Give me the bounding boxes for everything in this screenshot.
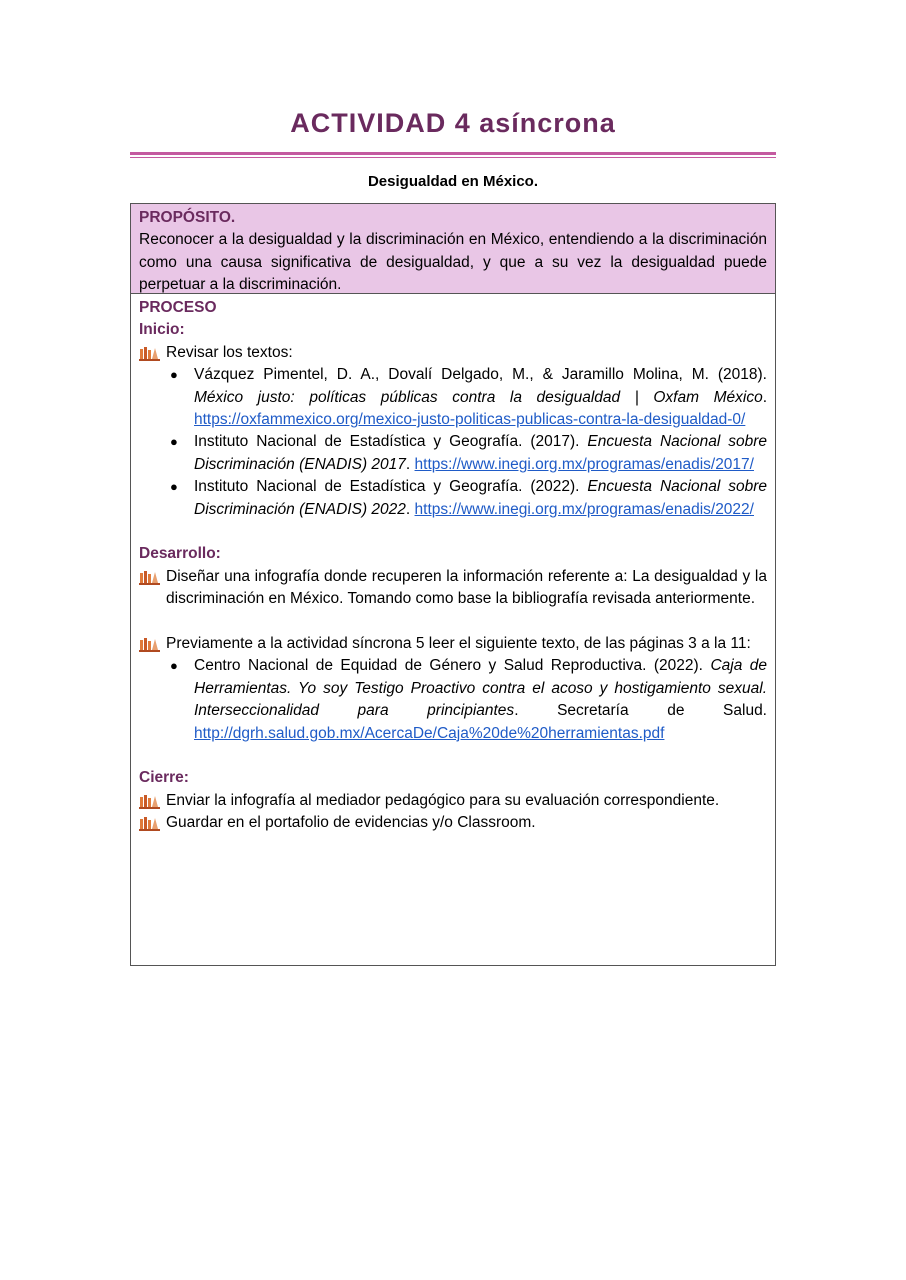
reference-authors: Vázquez Pimentel, D. A., Dovalí Delgado, M., & Jaramillo Molina, M. (2018).: [194, 366, 767, 384]
reference-title: Encuesta Nacional sobre Discriminación (ENADIS) 2022: [194, 478, 767, 518]
spacer: [139, 611, 767, 633]
reference-item: [139, 476, 767, 521]
bullet-dot-icon: ●: [170, 479, 178, 495]
bullet-dot-icon: ●: [170, 658, 178, 674]
inicio-heading: Inicio:: [139, 321, 185, 339]
spacer: [139, 521, 767, 543]
reference-after: .: [405, 500, 411, 518]
cierre-heading: Cierre:: [139, 769, 189, 787]
process-section: [130, 293, 776, 966]
title-rule-thin: [130, 157, 776, 158]
book-stack-icon: [139, 570, 160, 592]
reference-item: [139, 364, 767, 431]
page-subtitle: Desigualdad en México.: [367, 173, 539, 190]
desarrollo-item-text: Previamente a la actividad síncrona 5 leer el siguiente texto, de las páginas 3 a la 11:: [166, 635, 751, 653]
reference-after: . Secretaría de Salud.: [514, 702, 767, 720]
book-stack-icon: [139, 816, 160, 838]
cierre-item-text: Enviar la infografía al mediador pedagógico para su evaluación correspondiente.: [166, 791, 720, 809]
reference-link[interactable]: https://www.inegi.org.mx/programas/enadis/2022/: [414, 500, 754, 518]
reference-after: .: [405, 455, 411, 473]
reference-item: [139, 431, 767, 476]
reference-title: México justo: políticas públicas contra la desigualdad | Oxfam México: [194, 388, 763, 406]
bullet-dot-icon: ●: [170, 367, 178, 383]
process-heading: PROCESO: [139, 299, 217, 316]
spacer: [139, 745, 767, 767]
reference-item: [139, 655, 767, 745]
reference-after: .: [762, 388, 767, 406]
desarrollo-item: [139, 633, 767, 655]
purpose-heading: PROPÓSITO.: [139, 209, 236, 226]
reference-title: Encuesta Nacional sobre Discriminación (ENADIS) 2017: [194, 433, 767, 473]
reference-authors: Centro Nacional de Equidad de Género y Salud Reproductiva. (2022).: [194, 657, 703, 675]
reference-authors: Instituto Nacional de Estadística y Geografía. (2017).: [194, 433, 580, 451]
purpose-text: Reconocer a la desigualdad y la discriminación en México, entendiendo a la discriminación como una causa significativa de desigualdad, y que a su vez la desigualdad puede perpetuar a la discriminación.: [139, 231, 767, 294]
desarrollo-item-text: Diseñar una infografía donde recuperen la información referente a: La desigualdad y la discriminación en México. Tomando como base la bibliografía revisada anteriormente.: [166, 567, 767, 608]
cierre-item-text: Guardar en el portafolio de evidencias y/o Classroom.: [166, 814, 536, 832]
inicio-item: [139, 342, 767, 364]
cierre-item: [139, 812, 767, 834]
title-rule-thick: [130, 152, 776, 155]
reference-title: Caja de Herramientas. Yo soy Testigo Proactivo contra el acoso y hostigamiento sexual. Interseccionalidad para principiantes: [194, 657, 767, 720]
reference-link[interactable]: http://dgrh.salud.gob.mx/AcercaDe/Caja%20de%20herramientas.pdf: [194, 724, 665, 742]
desarrollo-item: [139, 566, 767, 611]
purpose-section: [130, 203, 776, 294]
desarrollo-heading: Desarrollo:: [139, 545, 221, 563]
reference-link[interactable]: https://oxfammexico.org/mexico-justo-politicas-publicas-contra-la-desigualdad-0/: [194, 411, 746, 429]
page-title: ACTIVIDAD 4 asíncrona: [290, 108, 616, 138]
bullet-dot-icon: ●: [170, 434, 178, 450]
inicio-item-text: Revisar los textos:: [166, 343, 293, 361]
cierre-item: [139, 790, 767, 812]
reference-authors: Instituto Nacional de Estadística y Geografía. (2022).: [194, 478, 580, 496]
reference-link[interactable]: https://www.inegi.org.mx/programas/enadis/2017/: [414, 455, 754, 473]
